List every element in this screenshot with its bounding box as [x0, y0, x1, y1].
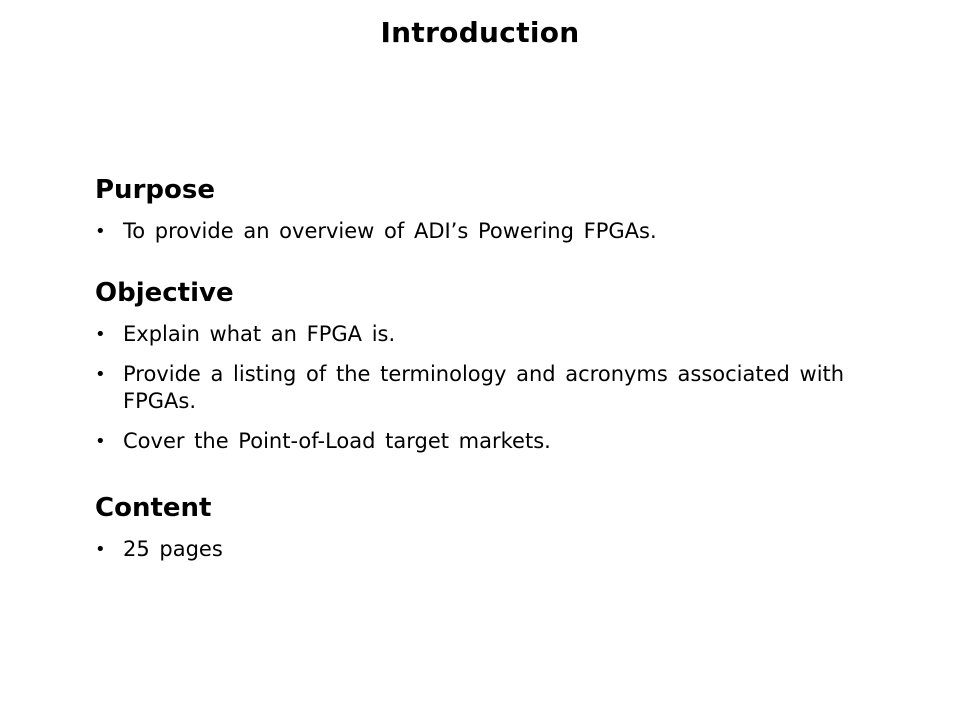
section-purpose — [95, 175, 890, 245]
bullet-icon: • — [95, 539, 106, 561]
section-content — [95, 493, 890, 563]
bullet-icon: • — [95, 363, 106, 385]
slide-title: Introduction — [380, 16, 580, 49]
list-item — [95, 536, 890, 563]
bullet-list-objective — [95, 321, 890, 455]
bullet-list-content — [95, 536, 890, 563]
list-item — [95, 321, 890, 348]
bullet-icon: • — [95, 220, 106, 242]
section-heading-objective: Objective — [95, 277, 234, 308]
bullet-text: 25 pages — [123, 537, 223, 562]
bullet-text: Cover the Point-of-Load target markets. — [123, 428, 551, 453]
bullet-icon: • — [95, 430, 106, 452]
list-item — [95, 361, 890, 415]
slide-body — [0, 175, 960, 564]
list-item — [95, 218, 890, 245]
bullet-text: Provide a listing of the terminology and acronyms associated with FPGAs. — [123, 361, 845, 413]
section-objective — [95, 278, 890, 455]
bullet-list-purpose — [95, 218, 890, 245]
section-heading-content: Content — [95, 492, 212, 523]
list-item — [95, 428, 890, 455]
bullet-text: Explain what an FPGA is. — [123, 321, 396, 346]
section-heading-purpose: Purpose — [95, 174, 215, 205]
bullet-text: To provide an overview of ADI’s Powering FPGAs. — [123, 218, 657, 243]
bullet-icon: • — [95, 323, 106, 345]
